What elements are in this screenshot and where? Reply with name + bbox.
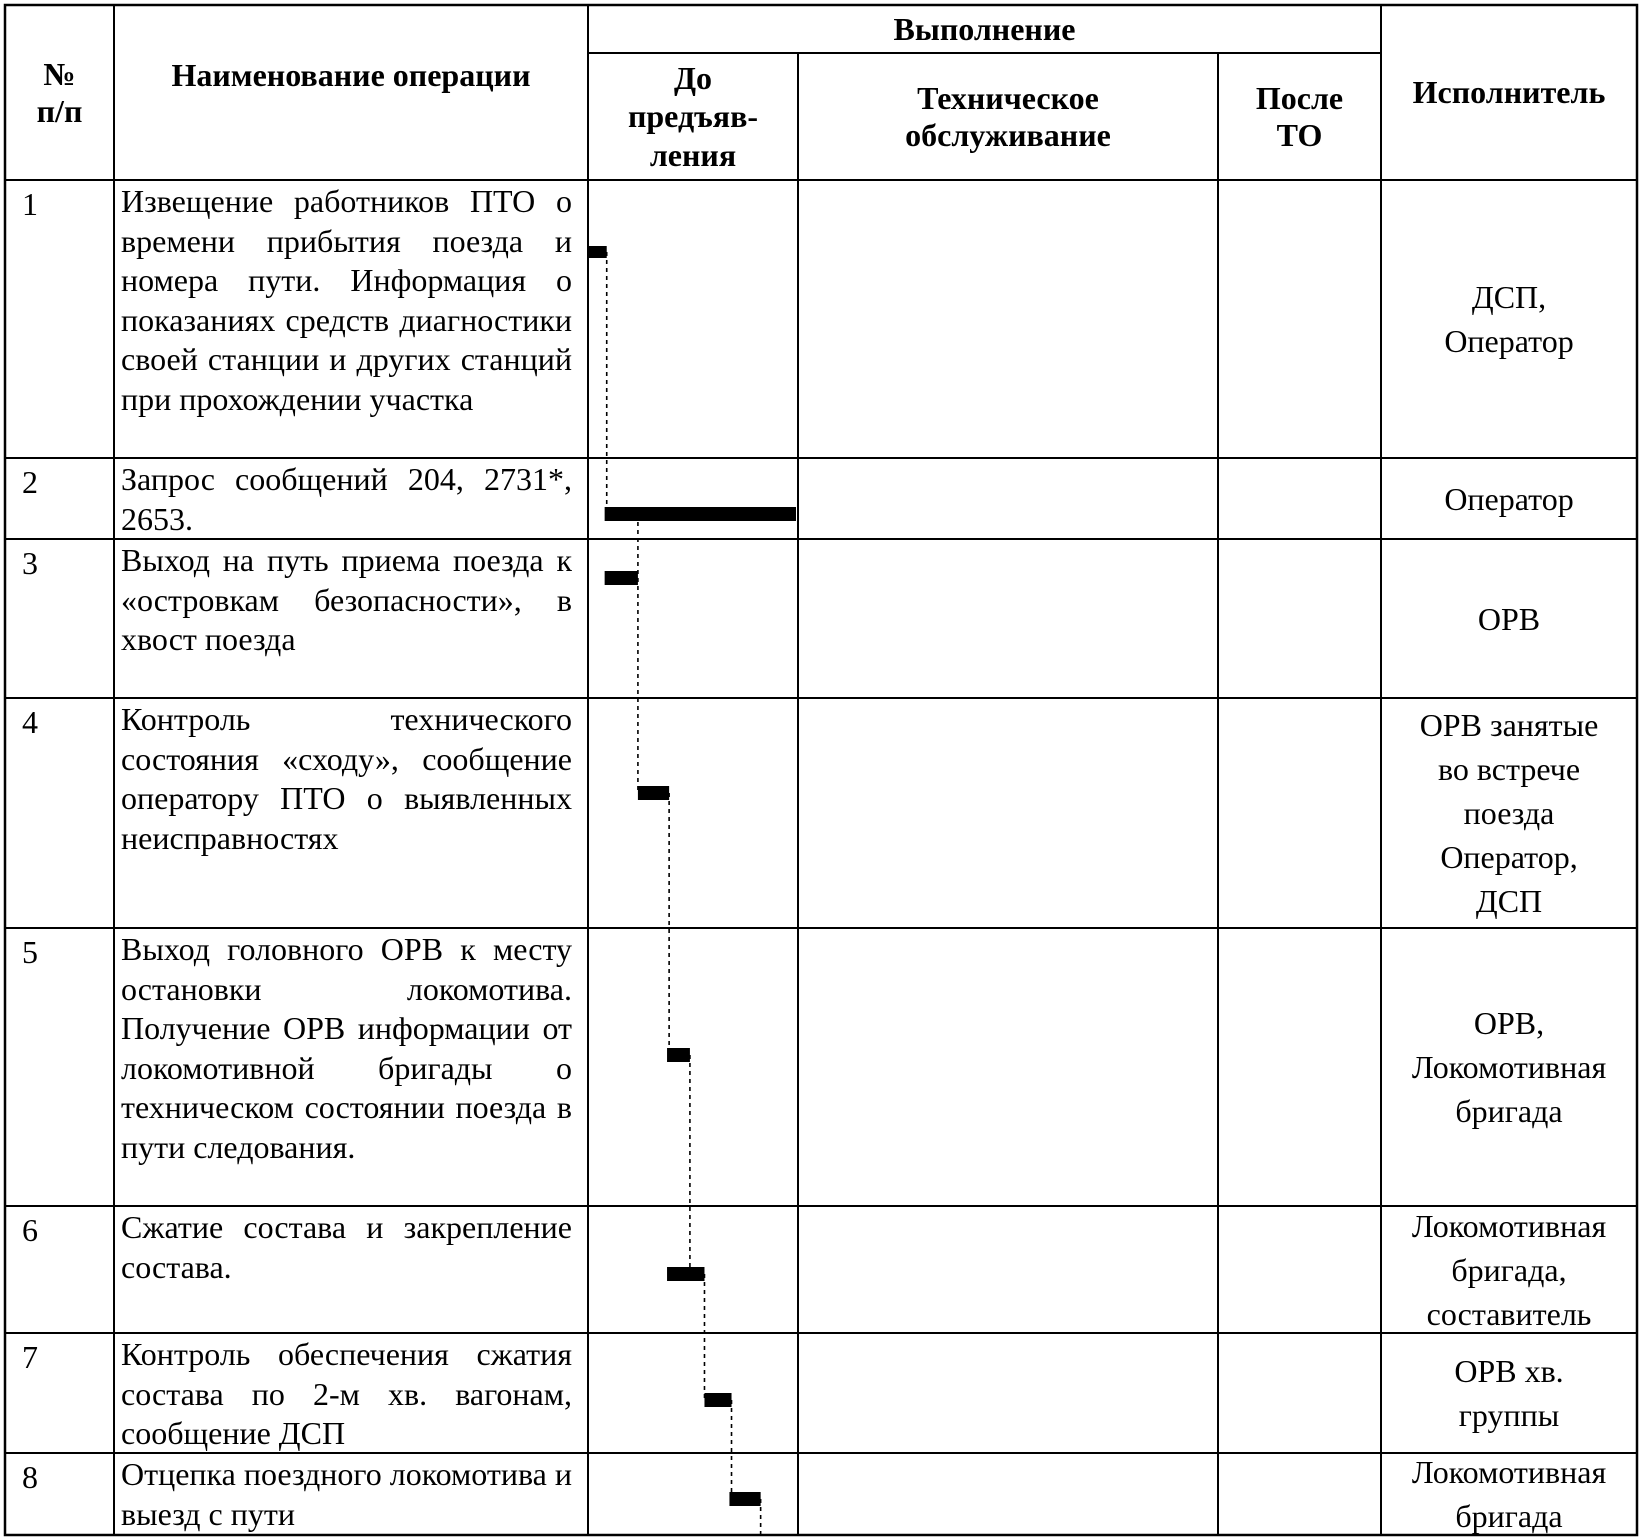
executor-text: ОРВ, Локомотивная бригада bbox=[1411, 1005, 1607, 1129]
executor-text: ОРВ bbox=[1477, 600, 1541, 637]
row-number: 8 bbox=[22, 1459, 38, 1495]
row-number: 7 bbox=[22, 1339, 38, 1375]
executor-text: Оператор bbox=[1444, 480, 1574, 517]
executor-text: Локомотивная бригада bbox=[1411, 1454, 1607, 1534]
gantt-bar-row-7 bbox=[704, 1393, 731, 1407]
executor-text: ОРВ хв. группы bbox=[1454, 1353, 1564, 1433]
gantt-bar-row-1 bbox=[588, 246, 607, 258]
gantt-bar-row-6 bbox=[667, 1267, 704, 1281]
header-num: № п/п bbox=[36, 55, 83, 129]
row-number: 4 bbox=[22, 704, 38, 740]
row-number: 5 bbox=[22, 934, 38, 970]
row-number: 1 bbox=[22, 186, 38, 222]
executor-text: ДСП, Оператор bbox=[1444, 279, 1574, 359]
operation-text: Запрос сообщений 204, 2731*, 2653. bbox=[121, 461, 572, 537]
gantt-bar-row-3 bbox=[605, 571, 638, 585]
row-number: 6 bbox=[22, 1212, 38, 1248]
header-operation: Наименование операции bbox=[171, 56, 531, 93]
gantt-bar-row-5 bbox=[667, 1048, 690, 1062]
header-execution: Выполнение bbox=[893, 10, 1076, 47]
header-maintenance: Техническое обслуживание bbox=[905, 79, 1111, 153]
header-after: После ТО bbox=[1255, 79, 1344, 153]
operation-text: Контроль обеспечения сжатия состава по 2-м хв. вагонам, сообщение ДСП bbox=[121, 1336, 572, 1452]
operation-text: Извещение работников ПТО о времени прибытия поезда и номера пути. Информация о показаниях средств диагностики своей станции и других станций при прохождении участка bbox=[121, 183, 572, 417]
row-number: 2 bbox=[22, 464, 38, 500]
executor-text: Локомотивная бригада, составитель bbox=[1411, 1207, 1607, 1332]
header-before: До предъяв- ления bbox=[627, 59, 759, 173]
gantt-bar-row-2 bbox=[605, 507, 796, 521]
operation-text: Выход на путь приема поезда к «островкам безопасности», в хвост поезда bbox=[121, 542, 572, 658]
operation-text: Выход головного ОРВ к месту остановки локомотива. Получение ОРВ информации от локомотивной бригады о техническом состоянии поезда в пути следования. bbox=[121, 931, 572, 1165]
gantt-chart bbox=[588, 246, 796, 1535]
operation-text: Сжатие состава и закрепление состава. bbox=[121, 1209, 572, 1285]
operation-text: Отцепка поездного локомотива и выезд с пути bbox=[121, 1456, 572, 1532]
gantt-bar-row-8 bbox=[729, 1492, 760, 1506]
executor-text: ОРВ занятые во встрече поезда Оператор, ДСП bbox=[1419, 707, 1599, 919]
gantt-bar-row-4 bbox=[638, 786, 669, 800]
header-executor: Исполнитель bbox=[1412, 74, 1606, 111]
operation-text: Контроль технического состояния «сходу», сообщение оператору ПТО о выявленных неисправностях bbox=[121, 701, 572, 856]
row-number: 3 bbox=[22, 545, 38, 581]
